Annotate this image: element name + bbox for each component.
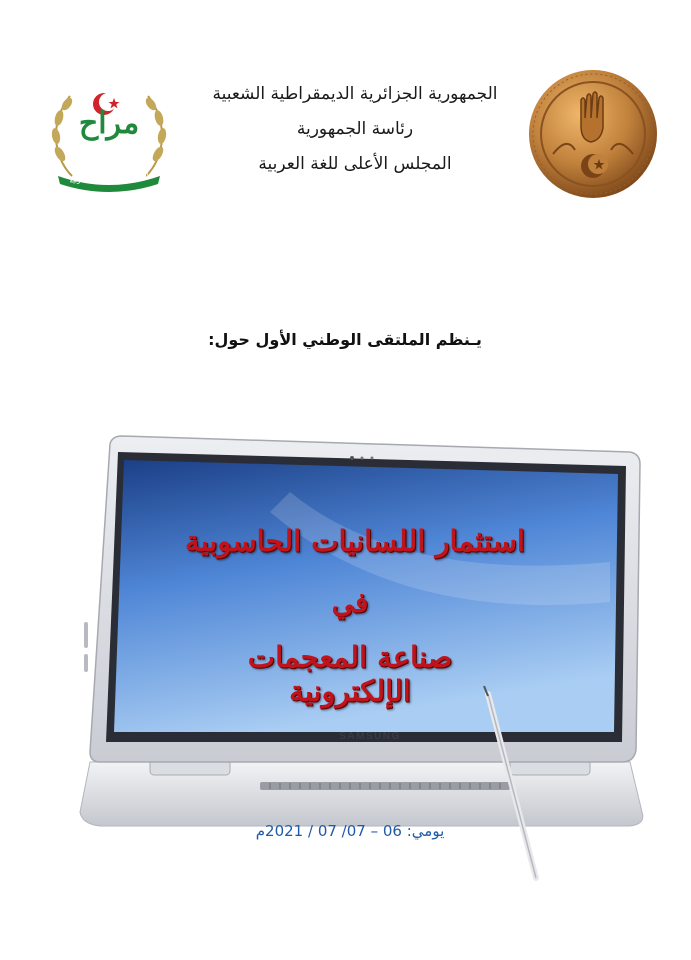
logo-mark-text: مراح — [78, 106, 140, 141]
laptop-brand-label: SAMSUNG — [339, 731, 401, 742]
title-line-3: صناعة المعجمات الإلكترونية — [247, 640, 453, 708]
council-logo — [42, 76, 176, 194]
header-council: المجلس الأعلى للغة العربية — [258, 154, 452, 174]
title-line-2: في — [331, 586, 369, 619]
title-line-1: استثمار اللسانيات الحاسوبية — [185, 524, 525, 558]
event-date: يومي: 06 – 07/ 07 / 2021م — [255, 822, 445, 840]
header-presidency: رئاسة الجمهورية — [296, 119, 414, 139]
algeria-seal-icon — [523, 66, 663, 202]
header-republic: الجمهورية الجزائرية الديمقراطية الشعبية — [212, 84, 498, 104]
intro-text: يـنظم الملتقى الوطني الأول حول: — [208, 330, 482, 349]
logo-caption: المجلس الأعلى للغة العربية — [69, 171, 149, 185]
